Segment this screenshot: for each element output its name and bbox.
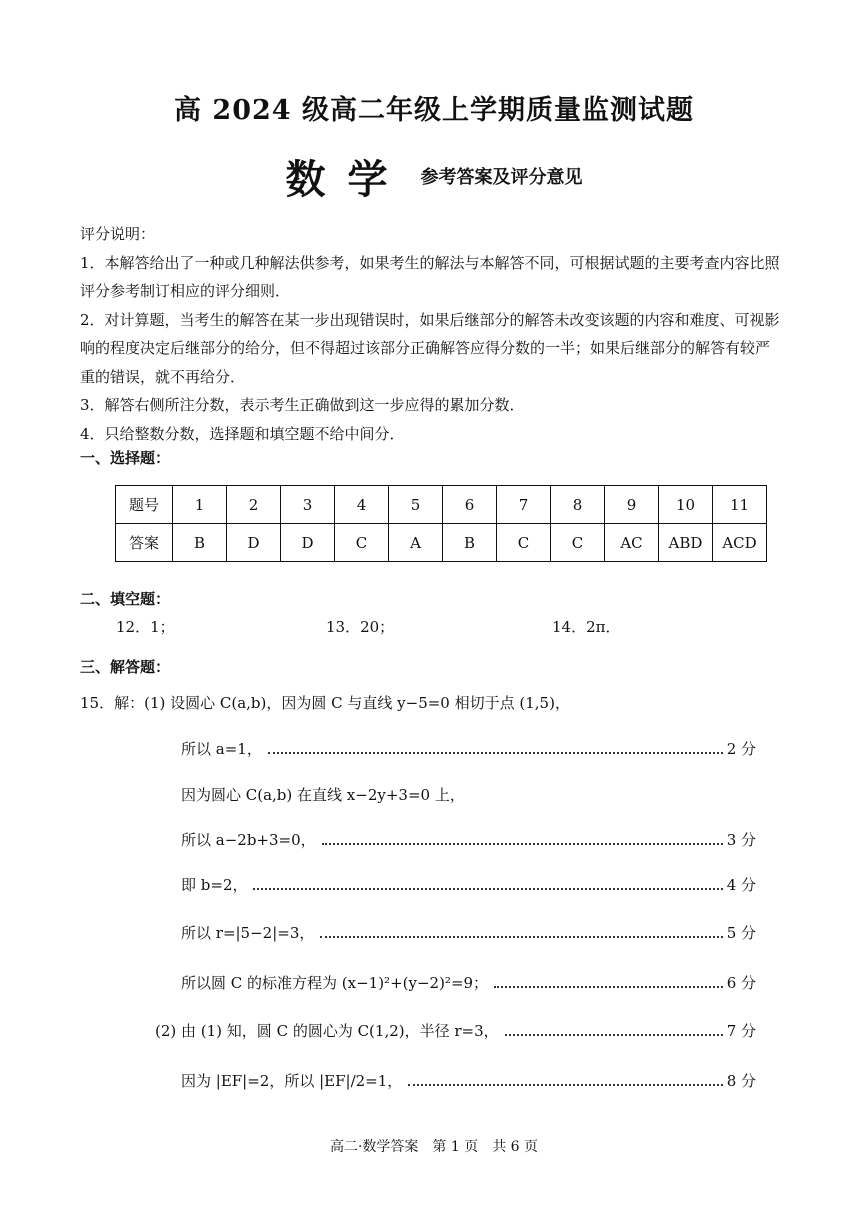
step-points: 2 分 xyxy=(726,740,756,758)
subject-subtitle: 参考答案及评分意见 xyxy=(420,167,583,188)
step-points: 6 分 xyxy=(726,974,756,992)
question-number: 4 xyxy=(335,486,389,524)
section-fill-heading: 二、填空题： xyxy=(80,590,171,608)
question-number: 9 xyxy=(605,486,659,524)
question-number: 1 xyxy=(173,486,227,524)
solution-step xyxy=(181,972,756,993)
question-number: 7 xyxy=(497,486,551,524)
fill-answer-13: 13．20； xyxy=(326,618,395,636)
choice-answer-table xyxy=(115,485,767,562)
solution-step xyxy=(181,738,756,759)
question-number: 6 xyxy=(443,486,497,524)
step-text: 所以圆 C 的标准方程为 (x−1)²+(y−2)²=9； xyxy=(181,974,489,992)
step-points: 7 分 xyxy=(726,1022,756,1040)
answer-cell: ABD xyxy=(659,524,713,562)
solution-step xyxy=(181,829,756,850)
step-text: 因为 |EF|=2，所以 |EF|/2=1， xyxy=(181,1072,403,1090)
step-text: 即 b=2， xyxy=(181,876,248,894)
answer-cell: C xyxy=(335,524,389,562)
step-text: 因为圆心 C(a,b) 在直线 x−2y+3=0 上， xyxy=(181,786,465,804)
dot-leader xyxy=(505,1033,723,1036)
step-points: 8 分 xyxy=(726,1072,756,1090)
note-item-1: 1．本解答给出了一种或几种解法供参考，如果考生的解法与本解答不同，可根据试题的主要考查内容比照评分参考制订相应的评分细则． xyxy=(80,253,780,300)
answer-cell: D xyxy=(227,524,281,562)
notes-heading: 评分说明： xyxy=(80,225,156,243)
step-text: 所以 a−2b+3=0， xyxy=(181,831,316,849)
question-number: 3 xyxy=(281,486,335,524)
section-solution-heading: 三、解答题： xyxy=(80,658,171,676)
row-label-number: 题号 xyxy=(116,486,173,524)
step-text: 所以 a=1， xyxy=(181,740,262,758)
note-item-2: 2．对计算题，当考生的解答在某一步出现错误时，如果后继部分的解答未改变该题的内容和难度、可视影响的程度决定后继部分的给分，但不得超过该部分正确解答应得分数的一半；如果后继部分的解答有较严重的错误，就不再给分． xyxy=(80,310,780,386)
dot-leader xyxy=(268,751,723,754)
answer-cell: C xyxy=(551,524,605,562)
question-number: 11 xyxy=(713,486,767,524)
row-label-answer: 答案 xyxy=(116,524,173,562)
grading-notes xyxy=(80,220,780,448)
answer-cell: B xyxy=(443,524,497,562)
dot-leader xyxy=(408,1083,722,1086)
question-number: 2 xyxy=(227,486,281,524)
answer-cell: D xyxy=(281,524,335,562)
dot-leader xyxy=(253,887,722,890)
note-item-3: 3．解答右侧所注分数，表示考生正确做到这一步应得的累加分数． xyxy=(80,396,525,414)
step-text: (2) 由 (1) 知，圆 C 的圆心为 C(1,2)，半径 r=3， xyxy=(155,1022,499,1040)
question-number: 8 xyxy=(551,486,605,524)
step-points: 4 分 xyxy=(726,876,756,894)
note-item-4: 4．只给整数分数，选择题和填空题不给中间分． xyxy=(80,424,405,443)
question-number: 5 xyxy=(389,486,443,524)
section-choice-heading: 一、选择题： xyxy=(80,449,171,467)
fill-answer-12: 12．1； xyxy=(116,618,175,636)
fill-answer-14: 14．2π． xyxy=(552,618,621,636)
dot-leader xyxy=(494,985,723,988)
subject-row xyxy=(0,148,868,205)
exam-title: 高 2024 级高二年级上学期质量监测试题 xyxy=(174,95,694,126)
page-footer: 高二·数学答案 第 1 页 共 6 页 xyxy=(329,1139,539,1155)
solution-step xyxy=(181,1070,756,1091)
table-row-answers xyxy=(116,524,767,562)
answer-cell: A xyxy=(389,524,443,562)
question-number: 10 xyxy=(659,486,713,524)
answer-cell: ACD xyxy=(713,524,767,562)
solution-step xyxy=(155,1020,756,1041)
solution-step xyxy=(181,922,756,943)
answer-cell: C xyxy=(497,524,551,562)
table-row-numbers xyxy=(116,486,767,524)
question-15-intro: 15．解：(1) 设圆心 C(a,b)，因为圆 C 与直线 y−5=0 相切于点 (1,5)， xyxy=(80,694,570,712)
step-points: 3 分 xyxy=(726,831,756,849)
solution-step xyxy=(181,784,756,805)
step-text: 所以 r=|5−2|=3， xyxy=(181,924,315,942)
dot-leader xyxy=(322,842,723,845)
dot-leader xyxy=(320,935,722,938)
subject-name: 数学 xyxy=(285,157,410,203)
answer-cell: B xyxy=(173,524,227,562)
answer-cell: AC xyxy=(605,524,659,562)
solution-step xyxy=(181,874,756,895)
step-points: 5 分 xyxy=(726,924,756,942)
